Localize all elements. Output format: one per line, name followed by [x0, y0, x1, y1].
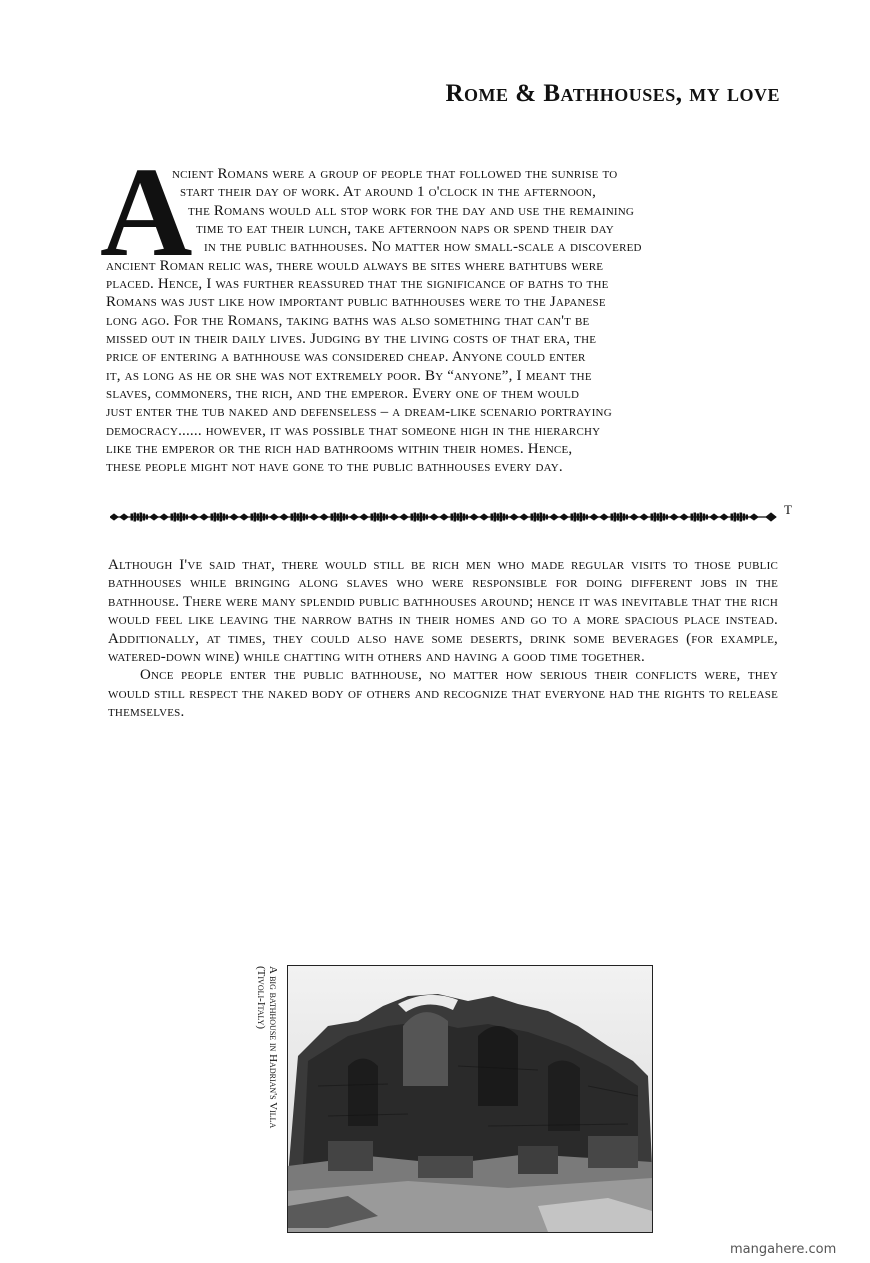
paragraph-line: the Romans would all stop work for the day and use the remaining [188, 203, 635, 219]
paragraph-line: time to eat their lunch, take afternoon naps or spend their day [196, 221, 614, 237]
watermark: mangahere.com [730, 1242, 837, 1257]
paragraph-line: it, as long as he or she was not extremely poor. By “anyone”, I meant the [106, 368, 592, 384]
paragraph-line: start their day of work. At around 1 o'clock in the afternoon, [180, 184, 597, 200]
paragraph-2: Although I've said that, there would still be rich men who made regular visits to those public bathhouses while bringing along slaves who were responsible for doing different jobs in the bathhouse. There were many splendid public bathhouses around; hence it was inevitable that the rich would feel like leaving the narrow baths in their homes and go to a more spacious place instead. Additionally, at times, they could also have some deserts, drink some beverages (for example, watered-down wine) while chatting with others and having a good time together. [108, 557, 778, 666]
bathhouse-ruins-photo [287, 965, 653, 1233]
caption-line-2: (Tivoli-Italy) [255, 966, 267, 1030]
paragraph-line: like the emperor or the rich had bathrooms within their homes. Hence, [106, 441, 573, 457]
ornamental-divider [110, 508, 780, 526]
paragraph-line: price of entering a bathhouse was considered cheap. Anyone could enter [106, 349, 586, 365]
paragraph-line: long ago. For the Romans, taking baths was also something that can't be [106, 313, 590, 329]
page-title: Rome & Bathhouses, my love [445, 80, 780, 107]
caption-line-1: A big bathhouse in Hadrian's Villa [267, 966, 279, 1129]
photo-caption [255, 966, 289, 1232]
divider-end-mark: T [784, 502, 792, 517]
drop-cap: A [100, 141, 193, 283]
paragraph-3: Once people enter the public bathhouse, no matter how serious their conflicts were, they would still respect the naked body of others and recognize that everyone had the rights to release themselves. [108, 667, 778, 721]
paragraph-line: Romans was just like how important public bathhouses were to the Japanese [106, 294, 606, 310]
paragraph-line: missed out in their daily lives. Judging by the living costs of that era, the [106, 331, 597, 347]
paragraph-line: these people might not have gone to the public bathhouses every day. [106, 459, 563, 475]
paragraph-line: slaves, commoners, the rich, and the emperor. Every one of them would [106, 386, 580, 402]
paragraph-line: placed. Hence, I was further reassured that the significance of baths to the [106, 276, 609, 292]
ruins-illustration [288, 966, 652, 1232]
paragraph-line: just enter the tub naked and defenseless – a dream-like scenario portraying [106, 404, 612, 420]
paragraph-line: in the public bathhouses. No matter how small-scale a discovered [204, 239, 642, 255]
body-text [108, 556, 778, 722]
paragraph-line: democracy...... however, it was possible that someone high in the hierarchy [106, 423, 601, 439]
paragraph-line: ancient Roman relic was, there would always be sites where bathtubs were [106, 258, 604, 274]
paragraph-line: ncient Romans were a group of people that followed the sunrise to [172, 166, 618, 182]
